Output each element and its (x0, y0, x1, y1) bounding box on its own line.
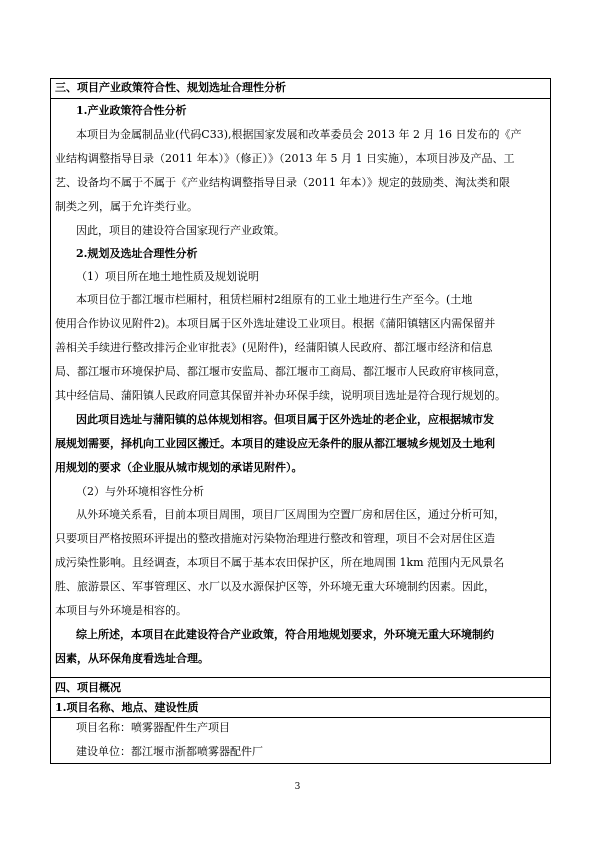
paragraph-line: 胜、旅游景区、军事管理区、水厂以及水源保护区等，外环境无重大环境制约因素。因此， (55, 580, 495, 593)
paragraph-line: 善相关手续进行整改排污企业审批表》(见附件)，经蒲阳镇人民政府、都江堰市经济和信息 (55, 341, 493, 354)
paragraph-line: 成污染性影响。且经调查，本项目不属于基本农田保护区，所在地周围 1km 范围内无风景名 (55, 556, 505, 569)
paragraph-line: 业结构调整指导目录（2011 年本）》（修正）》（2013 年 5 月 1 日实施），本项目涉及产品、工 (55, 152, 515, 165)
paragraph-line: 局、都江堰市环境保护局、都江堰市安监局、都江堰市工商局、都江堰市人民政府审核同意， (55, 365, 506, 378)
subsection-2-title: 2.规划及选址合理性分析 (76, 247, 198, 260)
paragraph-line: 用规划的要求（企业服从城市规划的承诺见附件）。 (55, 461, 303, 474)
subsection-1-title: 1.产业政策符合性分析 (76, 104, 187, 117)
divider (51, 697, 550, 698)
section-4-title: 四、项目概况 (55, 681, 121, 694)
paragraph-line: 使用合作协议见附件2)。本项目属于区外选址建设工业项目。根据《蒲阳镇辖区内需保留并 (55, 317, 496, 330)
paragraph-line: 因素，从环保角度看选址合理。 (55, 652, 209, 665)
construction-unit-line: 建设单位：都江堰市浙都喷雾器配件厂 (76, 745, 263, 758)
paragraph-line: 因此项目选址与蒲阳镇的总体规划相容。但项目属于区外选址的老企业，应根据城市发 (76, 413, 494, 426)
divider (51, 98, 550, 99)
paragraph-line: 因此，项目的建设符合国家现行产业政策。 (76, 224, 285, 237)
paragraph-line: 本项目位于都江堰市栏厢村，租赁栏厢村2组原有的工业土地进行生产至今。(土地 (76, 293, 473, 306)
paragraph-line: 本项目为金属制品业(代码C33),根据国家发展和改革委员会 2013 年 2 月 16 日发布的《产 (76, 128, 522, 141)
page-number: 3 (294, 782, 301, 792)
paragraph-line: 展规划需要，择机向工业园区搬迁。本项目的建设应无条件的服从都江堰城乡规划及土地利 (55, 437, 495, 450)
paragraph-line: 综上所述，本项目在此建设符合产业政策，符合用地规划要求，外环境无重大环境制约 (76, 628, 494, 641)
section-3-title: 三、项目产业政策符合性、规划选址合理性分析 (55, 81, 286, 94)
divider (51, 717, 550, 718)
section-4-subsection-1-title: 1.项目名称、地点、建设性质 (55, 701, 199, 714)
paragraph-line: 艺、设备均不属于不属于《产业结构调整指导目录（2011 年本）》规定的鼓励类、淘汰类和限 (55, 176, 510, 189)
subsection-2-2-title: （2）与外环境相容性分析 (76, 485, 204, 498)
paragraph-line: 只要项目严格按照环评提出的整改措施对污染物治理进行整改和管理，项目不会对居住区造 (55, 532, 495, 545)
subsection-2-1-title: （1）项目所在地土地性质及规划说明 (76, 270, 259, 283)
paragraph-line: 其中经信局、蒲阳镇人民政府同意其保留并补办环保手续，说明项目选址是符合现行规划的。 (55, 389, 506, 402)
paragraph-line: 从外环境关系看，目前本项目周围，项目厂区周围为空置厂房和居住区，通过分析可知， (76, 508, 505, 521)
paragraph-line: 本项目与外环境是相容的。 (55, 604, 187, 617)
paragraph-line: 制类之列，属于允许类行业。 (55, 200, 198, 213)
divider (51, 677, 550, 678)
project-name-line: 项目名称：喷雾器配件生产项目 (76, 721, 230, 734)
